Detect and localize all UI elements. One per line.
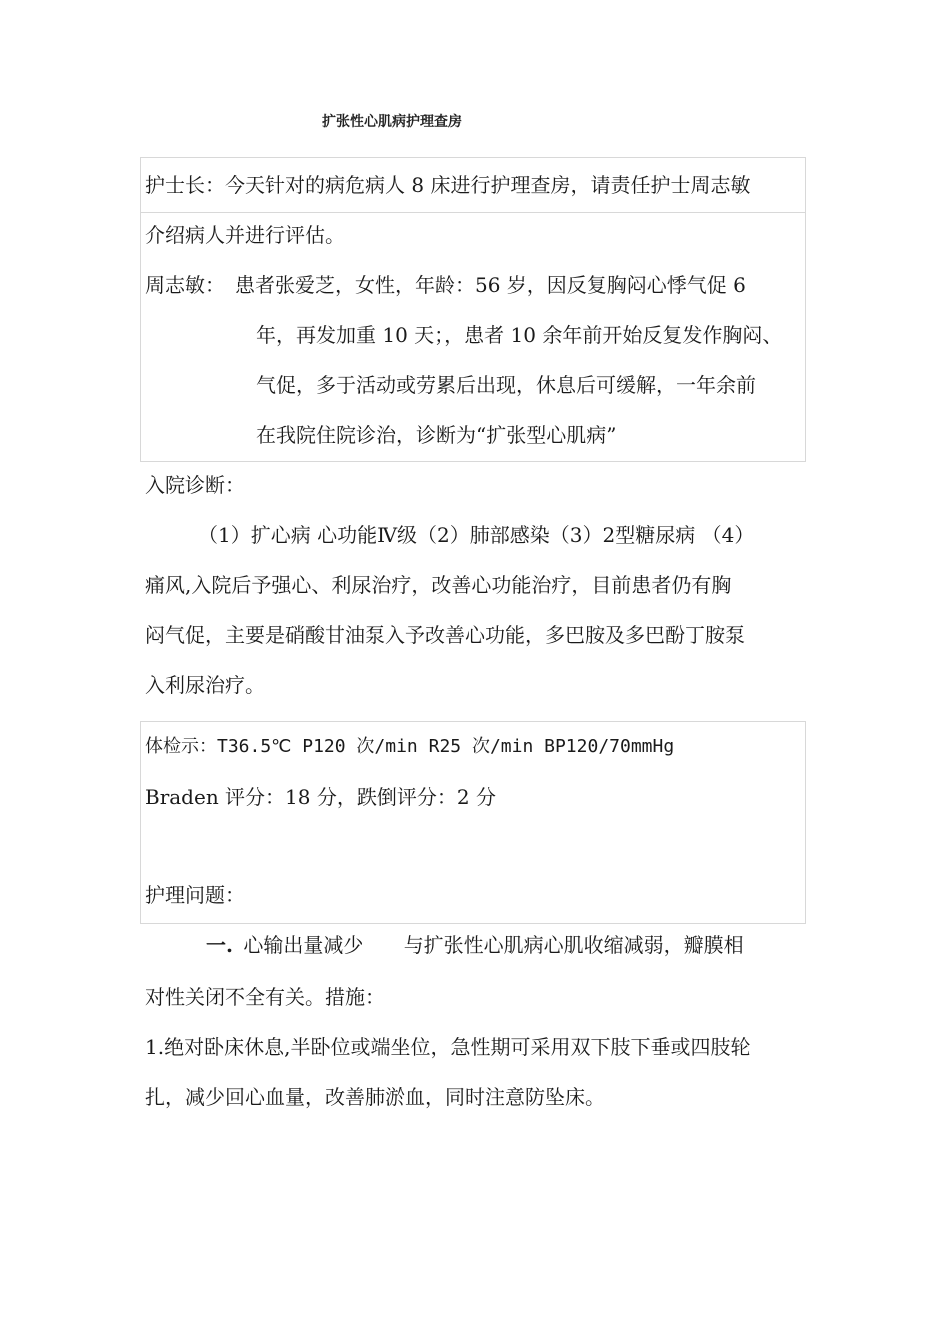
page-title: 扩张性心肌病护理查房 [322, 114, 462, 130]
problem-1-cause: 与扩张性心肌病心肌收缩减弱，瓣膜相 [403, 933, 744, 957]
measure-1-line-1: 1.绝对卧床休息,半卧位或端坐位，急性期可采用双下肢下垂或四肢轮 [145, 1035, 751, 1059]
patient-intro-speaker: 周志敏： [145, 273, 225, 297]
diagnosis-line-1: （1）扩心病 心功能Ⅳ级（2）肺部感染（3）2型糖尿病 （4） [198, 523, 755, 547]
exam-vitals: 体检示：T36.5℃ P120 次/min R25 次/min BP120/70mmHg [145, 736, 675, 757]
diagnosis-line-3: 闷气促，主要是硝酸甘油泵入予改善心功能，多巴胺及多巴酚丁胺泵 [145, 623, 745, 647]
problem-1-line-2: 对性关闭不全有关。措施： [145, 985, 385, 1009]
diagnosis-heading: 入院诊断： [145, 473, 245, 497]
diagnosis-line-2: 痛风,入院后予强心、利尿治疗，改善心功能治疗，目前患者仍有胸 [145, 573, 732, 597]
patient-intro-line-4: 在我院住院诊治，诊断为“扩张型心肌病” [256, 423, 617, 447]
patient-intro-line-3: 气促，多于活动或劳累后出现，休息后可缓解，一年余前 [256, 373, 756, 397]
problem-1-title: 心输出量减少 [243, 933, 364, 957]
diagnosis-line-4: 入利尿治疗。 [145, 673, 265, 697]
patient-intro-line-2: 年，再发加重 10 天；，患者 10 余年前开始反复发作胸闷、 [256, 323, 783, 347]
intro-line-1: 护士长：今天针对的病危病人 8 床进行护理查房，请责任护士周志敏 [145, 173, 751, 197]
nursing-problems-heading: 护理问题： [145, 883, 245, 907]
measure-1-line-2: 扎，减少回心血量，改善肺淤血，同时注意防坠床。 [145, 1085, 605, 1109]
exam-scores: Braden 评分：18 分，跌倒评分：2 分 [145, 785, 496, 809]
problem-1-line-1 [206, 932, 744, 958]
patient-intro-line-1: 患者张爱芝，女性，年龄：56 岁，因反复胸闷心悸气促 6 [235, 273, 746, 297]
problem-1-number: 一. [206, 933, 233, 957]
intro-line-2: 介绍病人并进行评估。 [145, 223, 345, 247]
